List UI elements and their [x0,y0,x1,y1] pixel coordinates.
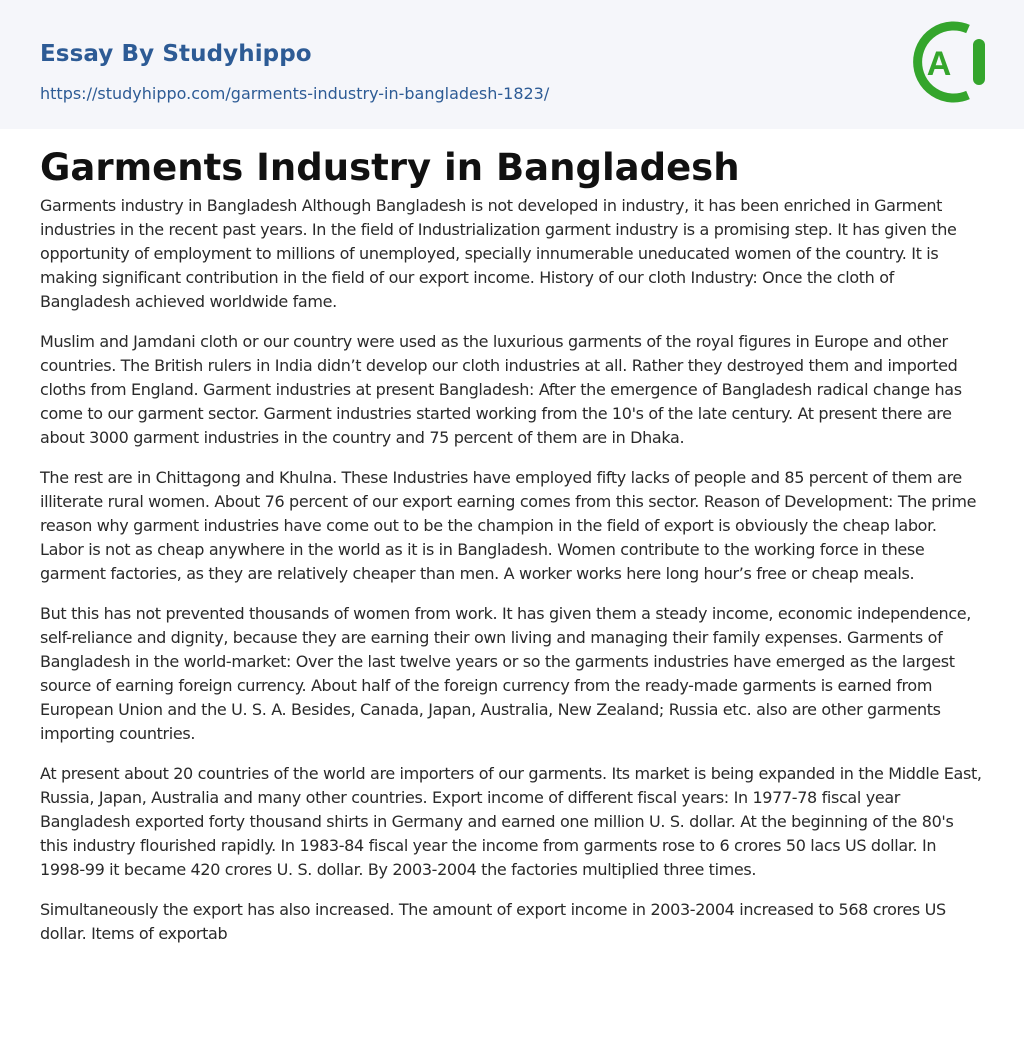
article-body [40,194,984,962]
studyhippo-logo-icon [912,19,986,105]
essay-url-link[interactable]: https://studyhippo.com/garments-industry-in-bangladesh-1823/ [40,84,550,103]
paragraph-3: The rest are in Chittagong and Khulna. These Industries have employed fifty lacks of people and 85 percent of them are illiterate rural women. About 76 percent of our export earning comes from this sector. Reason of Development: The prime reason why garment industries have come out to be the champion in the field of export is obviously the cheap labor. Labor is not as cheap anywhere in the world as it is in Bangladesh. Women contribute to the working force in these garment factories, as they are relatively cheaper than men. A worker works here long hour’s free or cheap meals. [40,468,977,583]
page-title: Garments Industry in Bangladesh [40,146,740,189]
paragraph-4: But this has not prevented thousands of women from work. It has given them a steady income, economic independence, self-reliance and dignity, because they are earning their own living and managing their family expenses. Garments of Bangladesh in the world-market: Over the last twelve years or so the garments industries have emerged as the largest source of earning foreign currency. About half of the foreign currency from the ready-made garments is earned from European Union and the U. S. A. Besides, Canada, Japan, Australia, New Zealand; Russia etc. also are other garments importing countries. [40,604,972,743]
paragraph-6: Simultaneously the export has also increased. The amount of export income in 2003-2004 increased to 568 crores US dollar. Items of exportab [40,900,946,943]
brand-title: Essay By Studyhippo [40,41,312,67]
paragraph-5: At present about 20 countries of the world are importers of our garments. Its market is being expanded in the Middle East, Russia, Japan, Australia and many other countries. Export income of different fiscal years: In 1977-78 fiscal year Bangladesh exported forty thousand shirts in Germany and earned one million U. S. dollar. At the beginning of the 80's this industry flourished rapidly. In 1983-84 fiscal year the income from garments rose to 6 crores 50 lacs US dollar. In 1998-99 it became 420 crores U. S. dollar. By 2003-2004 the factories multiplied three times. [40,764,982,879]
logo-letter: A [926,45,952,83]
paragraph-2: Muslim and Jamdani cloth or our country were used as the luxurious garments of the royal figures in Europe and other countries. The British rulers in India didn’t develop our cloth industries at all. Rather they destroyed them and imported cloths from England. Garment industries at present Bangladesh: After the emergence of Bangladesh radical change has come to our garment sector. Garment industries started working from the 10's of the late century. At present there are about 3000 garment industries in the country and 75 percent of them are in Dhaka. [40,332,962,447]
paragraph-1: Garments industry in Bangladesh Although Bangladesh is not developed in industry, it has been enriched in Garment industries in the recent past years. In the field of Industrialization garment industry is a promising step. It has given the opportunity of employment to millions of unemployed, specially innumerable uneducated women of the country. It is making significant contribution in the field of our export income. History of our cloth Industry: Once the cloth of Bangladesh achieved worldwide fame. [40,196,957,311]
